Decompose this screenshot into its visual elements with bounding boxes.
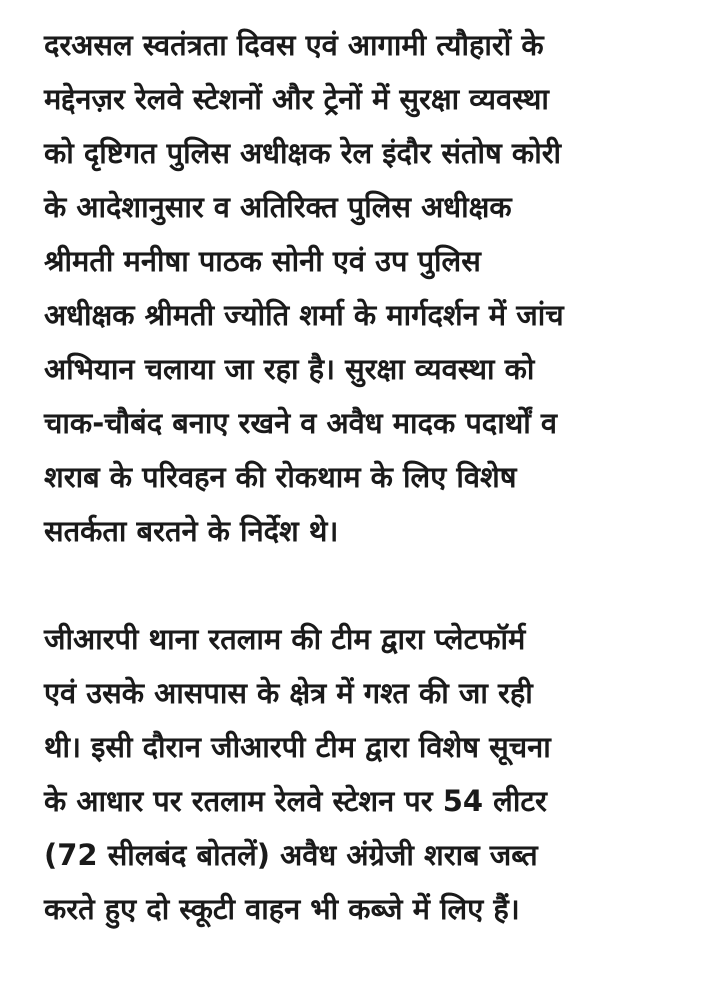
text-line: दरअसल स्वतंत्रता दिवस एवं आगामी त्यौहारों के bbox=[44, 28, 544, 62]
text-line: थी। इसी दौरान जीआरपी टीम द्वारा विशेष सूचना bbox=[44, 730, 551, 764]
text-line: के आदेशानुसार व अतिरिक्त पुलिस अधीक्षक bbox=[44, 190, 512, 224]
text-line: जीआरपी थाना रतलाम की टीम द्वारा प्लेटफॉर्म bbox=[44, 622, 526, 656]
text-line: मद्देनज़र रेलवे स्टेशनों और ट्रेनों में सुरक्षा व्यवस्था bbox=[44, 82, 549, 116]
text-line: श्रीमती मनीषा पाठक सोनी एवं उप पुलिस bbox=[44, 244, 481, 278]
text-line: (72 सीलबंद बोतलें) अवैध अंग्रेजी शराब जब्त bbox=[44, 838, 538, 872]
paragraph-2 bbox=[44, 612, 694, 936]
text-line: अभियान चलाया जा रहा है। सुरक्षा व्यवस्था को bbox=[44, 352, 535, 386]
paragraph-1 bbox=[44, 18, 694, 558]
text-line: शराब के परिवहन की रोकथाम के लिए विशेष bbox=[44, 460, 517, 494]
text-line: सतर्कता बरतने के निर्देश थे। bbox=[44, 514, 339, 548]
article-body bbox=[44, 18, 694, 936]
text-line: अधीक्षक श्रीमती ज्योति शर्मा के मार्गदर्शन में जांच bbox=[44, 298, 564, 332]
text-line: करते हुए दो स्कूटी वाहन भी कब्जे में लिए हैं। bbox=[44, 892, 520, 926]
text-line: के आधार पर रतलाम रेलवे स्टेशन पर 54 लीटर bbox=[44, 784, 547, 818]
text-line: को दृष्टिगत पुलिस अधीक्षक रेल इंदौर संतोष कोरी bbox=[44, 136, 562, 170]
text-line: चाक-चौबंद बनाए रखने व अवैध मादक पदार्थों व bbox=[44, 406, 557, 440]
text-line: एवं उसके आसपास के क्षेत्र में गश्त की जा रही bbox=[44, 676, 533, 710]
